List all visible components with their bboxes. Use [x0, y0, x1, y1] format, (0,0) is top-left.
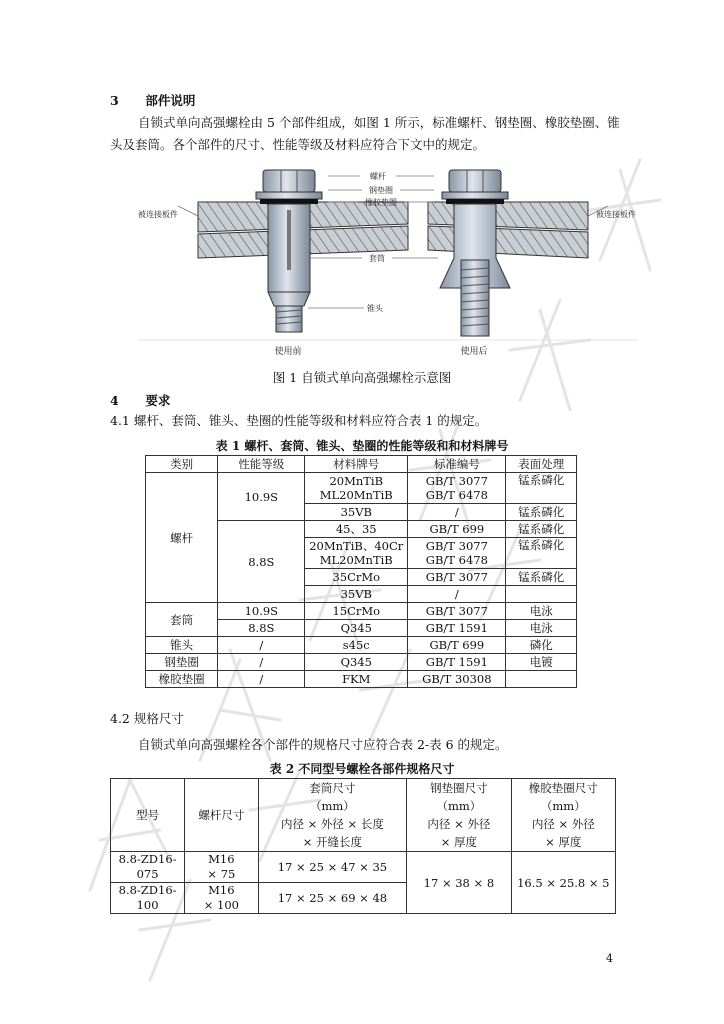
table-cell: GB/T 3077	[408, 569, 506, 586]
table-cell: 8.8-ZD16- 075	[111, 852, 185, 883]
table-cell: GB/T 1591	[408, 654, 506, 671]
table-cell: 8.8-ZD16- 100	[111, 883, 185, 914]
table-row	[146, 637, 577, 654]
bolt-diagram	[138, 160, 638, 360]
label-bolt: 螺杆	[370, 172, 386, 181]
table-cell: 20MnTiB ML20MnTiB	[305, 473, 408, 504]
section-3-body-line2: 头及套筒。各个部件的尺寸、性能等级及材料应符合下文中的规定。	[110, 137, 486, 152]
table-cell	[506, 586, 577, 603]
table-cell: 45、35	[305, 521, 408, 538]
table-cell: 锰系磷化	[506, 504, 577, 521]
table-cell: /	[218, 637, 305, 654]
section-3-body-line1: 自锁式单向高强螺栓由 5 个部件组成，如图 1 所示，标准螺杆、钢垫圈、橡胶垫圈、锥	[138, 115, 620, 130]
section-3-heading	[110, 90, 195, 112]
table-cell: Q345	[305, 620, 408, 637]
table-cell: 锰系磷化	[506, 521, 577, 538]
table-cell: 8.8S	[218, 620, 305, 637]
label-after: 使用后	[460, 347, 488, 357]
label-cone: 锥头	[367, 304, 383, 313]
table-header: 钢垫圈尺寸 （mm） 内径 × 外径 × 厚度	[407, 779, 511, 852]
label-rubber-washer: 橡胶垫圈	[365, 198, 397, 207]
label-plate-right: 被连接板件	[596, 210, 636, 219]
label-sleeve: 套筒	[369, 254, 385, 263]
table-cell: 锰系磷化	[506, 473, 577, 504]
table-cell: GB/T 1591	[408, 620, 506, 637]
table-cell: 磷化	[506, 637, 577, 654]
table-row	[146, 456, 577, 473]
section-4-2-heading: 4.2 规格尺寸	[110, 711, 184, 726]
table-2-caption: 表 2 不同型号螺栓各部件规格尺寸	[269, 762, 455, 776]
figure-1-caption: 图 1 自锁式单向高强螺栓示意图	[272, 370, 452, 385]
table-header: 套筒尺寸 （mm） 内径 × 外径 × 长度 × 开缝长度	[258, 779, 407, 852]
table-cell: 锰系磷化	[506, 569, 577, 586]
table-2	[110, 778, 616, 914]
table-1	[145, 455, 577, 688]
table-cell: 锥头	[146, 637, 218, 654]
table-header: 型号	[111, 779, 185, 852]
plate-upper-right	[428, 202, 588, 230]
table-row	[146, 671, 577, 688]
label-before: 使用前	[274, 347, 302, 357]
table-cell: 17 × 25 × 69 × 48	[258, 883, 407, 914]
table-cell: 锰系磷化	[506, 538, 577, 569]
table-cell: /	[218, 671, 305, 688]
table-cell: 螺杆	[146, 473, 218, 603]
table-header: 类别	[146, 456, 218, 473]
label-plate-left: 被连接板件	[138, 210, 178, 219]
table-cell: 35VB	[305, 586, 408, 603]
table-cell: 15CrMo	[305, 603, 408, 620]
section-4-2-body: 自锁式单向高强螺栓各个部件的规格尺寸应符合表 2-表 6 的规定。	[138, 737, 508, 752]
table-cell: /	[408, 504, 506, 521]
table-row	[146, 654, 577, 671]
table-cell: 套筒	[146, 603, 218, 637]
table-header: 材料牌号	[305, 456, 408, 473]
table-header: 表面处理	[506, 456, 577, 473]
table-row	[146, 473, 577, 504]
table-header: 性能等级	[218, 456, 305, 473]
table-cell: 电泳	[506, 603, 577, 620]
table-cell: 20MnTiB、40Cr ML20MnTiB	[305, 538, 408, 569]
table-cell: s45c	[305, 637, 408, 654]
section-3-title: 部件说明	[145, 93, 196, 108]
table-header: 橡胶垫圈尺寸 （mm） 内径 × 外径 × 厚度	[511, 779, 615, 852]
table-cell: 10.9S	[218, 473, 305, 521]
section-3-number: 3	[110, 93, 119, 108]
table-cell: GB/T 699	[408, 637, 506, 654]
table-cell: 17 × 25 × 47 × 35	[258, 852, 407, 883]
table-cell: 17 × 38 × 8	[407, 852, 511, 914]
table-cell: FKM	[305, 671, 408, 688]
table-row	[111, 779, 616, 852]
table-cell: 橡胶垫圈	[146, 671, 218, 688]
table-cell: M16 × 100	[185, 883, 258, 914]
table-cell: Q345	[305, 654, 408, 671]
table-cell: 35VB	[305, 504, 408, 521]
plate-lower-right	[428, 226, 588, 258]
page-number: 4	[606, 952, 613, 965]
section-4-title: 要求	[145, 393, 171, 408]
table-cell: 电镀	[506, 654, 577, 671]
table-cell: 8.8S	[218, 521, 305, 603]
table-cell: GB/T 3077	[408, 603, 506, 620]
label-steel-washer: 钢垫圈	[369, 186, 393, 195]
section-4-heading	[110, 390, 170, 412]
section-4-number: 4	[110, 393, 119, 408]
section-4-1-text: 4.1 螺杆、套筒、锥头、垫圈的性能等级和材料应符合表 1 的规定。	[110, 413, 488, 428]
table-cell: GB/T 30308	[408, 671, 506, 688]
table-cell: GB/T 699	[408, 521, 506, 538]
table-cell: /	[218, 654, 305, 671]
table-cell: 16.5 × 25.8 × 5	[511, 852, 615, 914]
table-1-caption: 表 1 螺杆、套筒、锥头、垫圈的性能等级和和材料牌号	[215, 439, 509, 453]
table-cell: M16 × 75	[185, 852, 258, 883]
table-cell: 10.9S	[218, 603, 305, 620]
table-cell: 电泳	[506, 620, 577, 637]
table-cell: 钢垫圈	[146, 654, 218, 671]
table-cell: GB/T 3077 GB/T 6478	[408, 538, 506, 569]
table-row	[146, 603, 577, 620]
table-header: 标准编号	[408, 456, 506, 473]
table-cell: /	[408, 586, 506, 603]
table-cell: GB/T 3077 GB/T 6478	[408, 473, 506, 504]
table-row	[111, 852, 616, 883]
table-header: 螺杆尺寸	[185, 779, 258, 852]
table-cell: 35CrMo	[305, 569, 408, 586]
table-cell	[506, 671, 577, 688]
